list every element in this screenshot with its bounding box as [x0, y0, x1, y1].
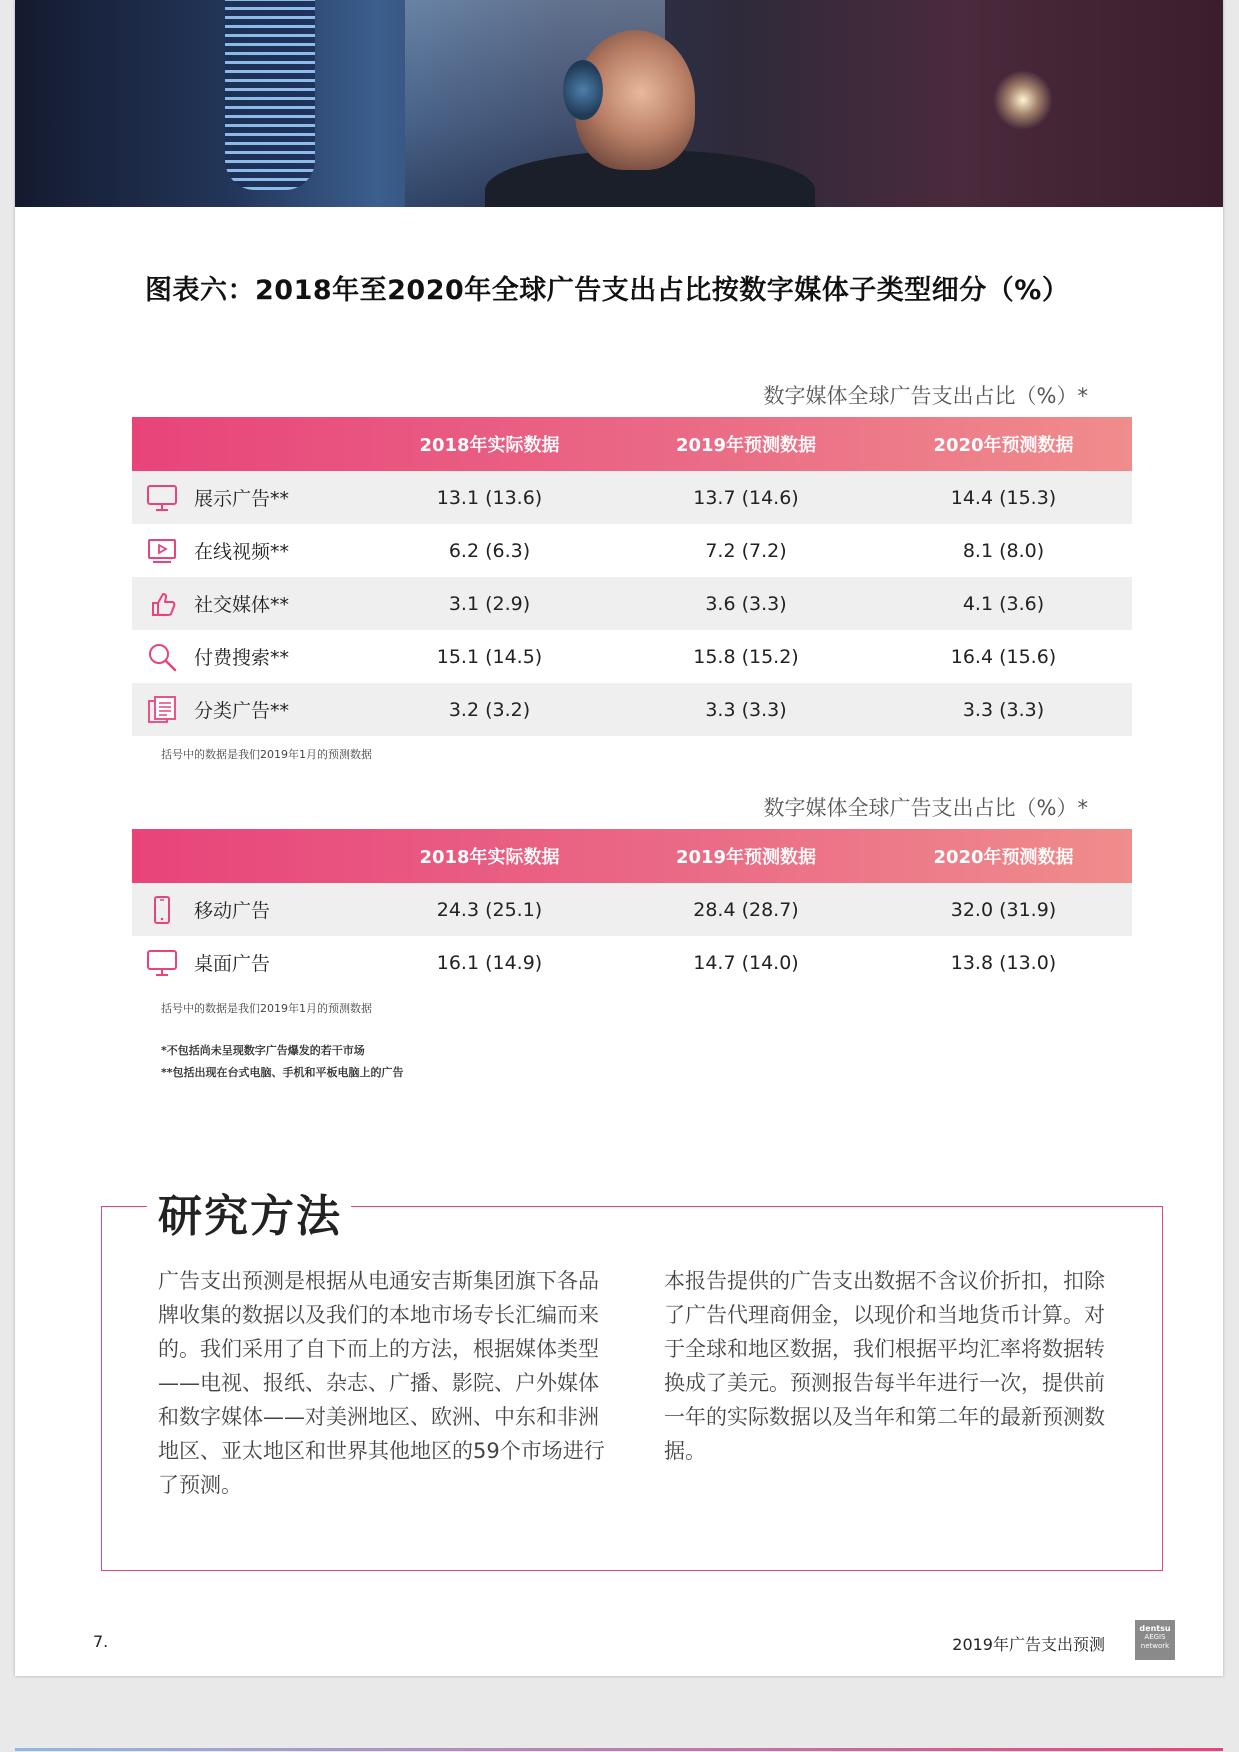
methodology-col1: 广告支出预测是根据从电通安吉斯集团旗下各品牌收集的数据以及我们的本地市场专长汇编而来的。我们采用了自下而上的方法，根据媒体类型——电视、报纸、杂志、广播、影院、户外媒体和数字媒体——对美洲地区、欧洲、中东和非洲地区、亚太地区和世界其他地区的59个市场进行了预测。	[158, 1269, 605, 1497]
table-row	[132, 936, 1132, 989]
value-2018: 13.1 (13.6)	[436, 486, 543, 509]
video-icon	[144, 535, 180, 567]
value-2019: 7.2 (7.2)	[705, 539, 787, 562]
value-2020: 13.8 (13.0)	[950, 951, 1057, 974]
footnote-1: *不包括尚未呈现数字广告爆发的若干市场	[161, 1044, 365, 1057]
value-2018: 16.1 (14.9)	[436, 951, 543, 974]
value-2020: 32.0 (31.9)	[950, 898, 1057, 921]
value-2020: 14.4 (15.3)	[950, 486, 1057, 509]
table2-note: 括号中的数据是我们2019年1月的预测数据	[161, 1002, 372, 1015]
table-row	[132, 883, 1132, 936]
value-2020: 3.3 (3.3)	[962, 698, 1045, 721]
value-2019: 28.4 (28.7)	[693, 898, 799, 921]
header-2019: 2019年预测数据	[675, 847, 817, 868]
social-like-icon	[144, 588, 180, 620]
methodology-title: 研究方法	[158, 1191, 342, 1242]
footnote-2: **包括出现在台式电脑、手机和平板电脑上的广告	[161, 1066, 404, 1079]
header-2020: 2020年预测数据	[933, 847, 1074, 868]
header-2019: 2019年预测数据	[675, 435, 817, 456]
row-label: 付费搜索**	[194, 647, 290, 669]
table1-header	[132, 417, 1132, 471]
figure-title: 图表六：2018年至2020年全球广告支出占比按数字媒体子类型细分（%）	[145, 275, 1070, 306]
row-label: 在线视频**	[194, 541, 290, 563]
table-row	[132, 683, 1132, 736]
row-label: 移动广告	[194, 900, 271, 922]
value-2018: 24.3 (25.1)	[436, 898, 543, 921]
row-label: 桌面广告	[194, 953, 271, 975]
table-row	[132, 577, 1132, 630]
page-number: 7.	[93, 1632, 109, 1651]
value-2020: 16.4 (15.6)	[950, 645, 1057, 668]
value-2019: 3.3 (3.3)	[705, 698, 787, 721]
value-2020: 4.1 (3.6)	[962, 592, 1045, 615]
value-2018: 6.2 (6.3)	[448, 539, 531, 562]
header-2018: 2018年实际数据	[419, 435, 560, 456]
classified-icon	[144, 694, 180, 726]
table2	[132, 829, 1132, 989]
desktop-icon	[144, 482, 180, 514]
value-2020: 8.1 (8.0)	[962, 539, 1045, 562]
table1-caption: 数字媒体全球广告支出占比（%）*	[763, 384, 1088, 408]
report-page	[15, 0, 1223, 1676]
dentsu-aegis-logo: dentsu AEGIS network	[1135, 1620, 1175, 1660]
value-2018: 3.1 (2.9)	[448, 592, 531, 615]
value-2019: 15.8 (15.2)	[693, 645, 799, 668]
table2-header	[132, 829, 1132, 883]
value-2019: 13.7 (14.6)	[693, 486, 799, 509]
desktop-icon	[144, 947, 180, 979]
row-label: 社交媒体**	[194, 594, 290, 616]
row-label: 展示广告**	[194, 488, 290, 510]
report-title-footer: 2019年广告支出预测	[952, 1635, 1105, 1654]
methodology-col2: 本报告提供的广告支出数据不含议价折扣，扣除了广告代理商佣金，以现价和当地货币计算。对于全球和地区数据，我们根据平均汇率将数据转换成了美元。预测报告每半年进行一次，提供前一年的实际数据以及当年和第二年的最新预测数据。	[664, 1269, 1105, 1463]
table-row	[132, 630, 1132, 683]
table-row	[132, 524, 1132, 577]
header-2020: 2020年预测数据	[933, 435, 1074, 456]
table1	[132, 417, 1132, 736]
header-2018: 2018年实际数据	[419, 847, 560, 868]
row-label: 分类广告**	[194, 700, 290, 722]
table-row	[132, 471, 1132, 524]
value-2019: 3.6 (3.3)	[705, 592, 787, 615]
table1-note: 括号中的数据是我们2019年1月的预测数据	[161, 748, 372, 761]
value-2019: 14.7 (14.0)	[693, 951, 799, 974]
table2-caption: 数字媒体全球广告支出占比（%）*	[763, 796, 1088, 820]
mobile-icon	[144, 894, 180, 926]
search-icon	[144, 641, 180, 673]
value-2018: 15.1 (14.5)	[436, 645, 543, 668]
value-2018: 3.2 (3.2)	[448, 698, 531, 721]
hero-photo	[15, 0, 1223, 207]
